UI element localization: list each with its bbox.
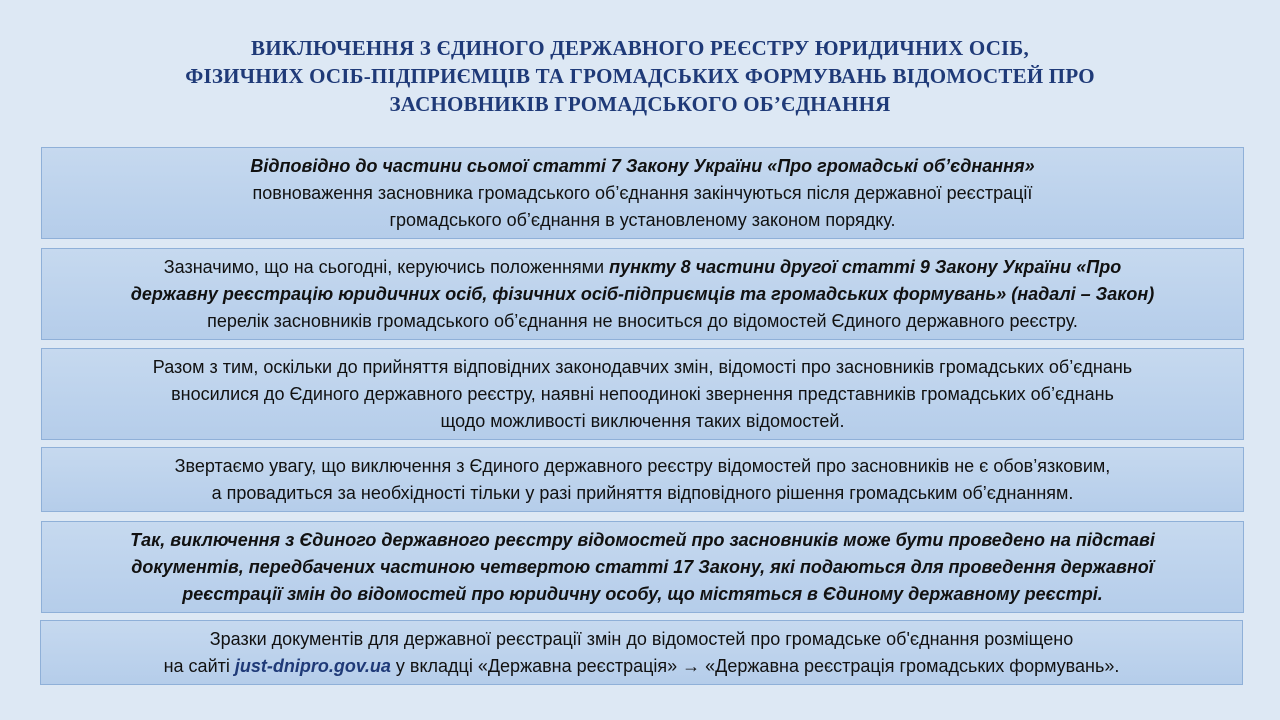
block1-line-3: громадського об’єднання в установленому законом порядку. xyxy=(389,209,896,230)
page-title xyxy=(0,34,1280,118)
info-block-appeals xyxy=(41,348,1244,440)
block2-line-1-plain: Зазначимо, що на сьогодні, керуючись положеннями xyxy=(163,256,610,277)
block2-line-2: державну реєстрацію юридичних осіб, фізичних осіб-підприємців та громадських формувань» (надалі – Закон) xyxy=(130,283,1155,304)
website-link[interactable]: just-dnipro.gov.ua xyxy=(234,655,391,676)
block3-line-1: Разом з тим, оскільки до прийняття відповідних законодавчих змін, відомості про засновників громадських об’єднань xyxy=(152,356,1133,377)
block3-line-2: вносилися до Єдиного державного реєстру, наявні непоодинокі звернення представників громадських об’єднань xyxy=(171,383,1114,404)
info-block-attention xyxy=(41,447,1244,512)
info-block-procedure xyxy=(41,521,1244,613)
block2-line-1-bold: пункту 8 частини другої статті 9 Закону України «Про xyxy=(609,256,1122,277)
info-block-registration-law xyxy=(41,248,1244,340)
title-line-3: ЗАСНОВНИКІВ ГРОМАДСЬКОГО ОБ’ЄДНАННЯ xyxy=(389,92,891,116)
block4-line-2: а провадиться за необхідності тільки у разі прийняття відповідного рішення громадським об’єднанням. xyxy=(211,482,1074,503)
info-block-legal-basis xyxy=(41,147,1244,239)
title-line-1: ВИКЛЮЧЕННЯ З ЄДИНОГО ДЕРЖАВНОГО РЕЄСТРУ ЮРИДИЧНИХ ОСІБ, xyxy=(251,36,1029,60)
title-line-2: ФІЗИЧНИХ ОСІБ-ПІДПРИЄМЦІВ ТА ГРОМАДСЬКИХ ФОРМУВАНЬ ВІДОМОСТЕЙ ПРО xyxy=(185,64,1095,88)
block1-line-2: повноваження засновника громадського об’єднання закінчуються після державної реєстрації xyxy=(252,182,1033,203)
block5-line-2: документів, передбачених частиною четвертою статті 17 Закону, які подаються для проведення державної xyxy=(131,556,1154,577)
block1-line-1: Відповідно до частини сьомої статті 7 Закону України «Про громадські об’єднання» xyxy=(250,155,1035,176)
block5-line-3: реєстрації змін до відомостей про юридичну особу, що містяться в Єдиному державному реєстрі. xyxy=(182,583,1103,604)
block5-line-1: Так, виключення з Єдиного державного реєстру відомостей про засновників може бути проведено на підставі xyxy=(130,529,1155,550)
block2-line-1 xyxy=(42,254,1243,281)
info-block-samples xyxy=(40,620,1243,685)
block4-line-1: Звертаємо увагу, що виключення з Єдиного державного реєстру відомостей про засновників не є обов’язковим, xyxy=(174,455,1111,476)
block6-line-2-pre: на сайті xyxy=(163,655,235,676)
block6-line-1: Зразки документів для державної реєстрації змін до відомостей про громадське об'єднання розміщено xyxy=(209,628,1074,649)
block2-line-3: перелік засновників громадського об’єднання не вноситься до відомостей Єдиного державного реєстру. xyxy=(207,310,1078,331)
block6-line-2 xyxy=(41,653,1242,680)
block3-line-3: щодо можливості виключення таких відомостей. xyxy=(440,410,845,431)
block6-line-2-post: у вкладці «Державна реєстрація» → «Державна реєстрація громадських формувань». xyxy=(390,655,1120,676)
